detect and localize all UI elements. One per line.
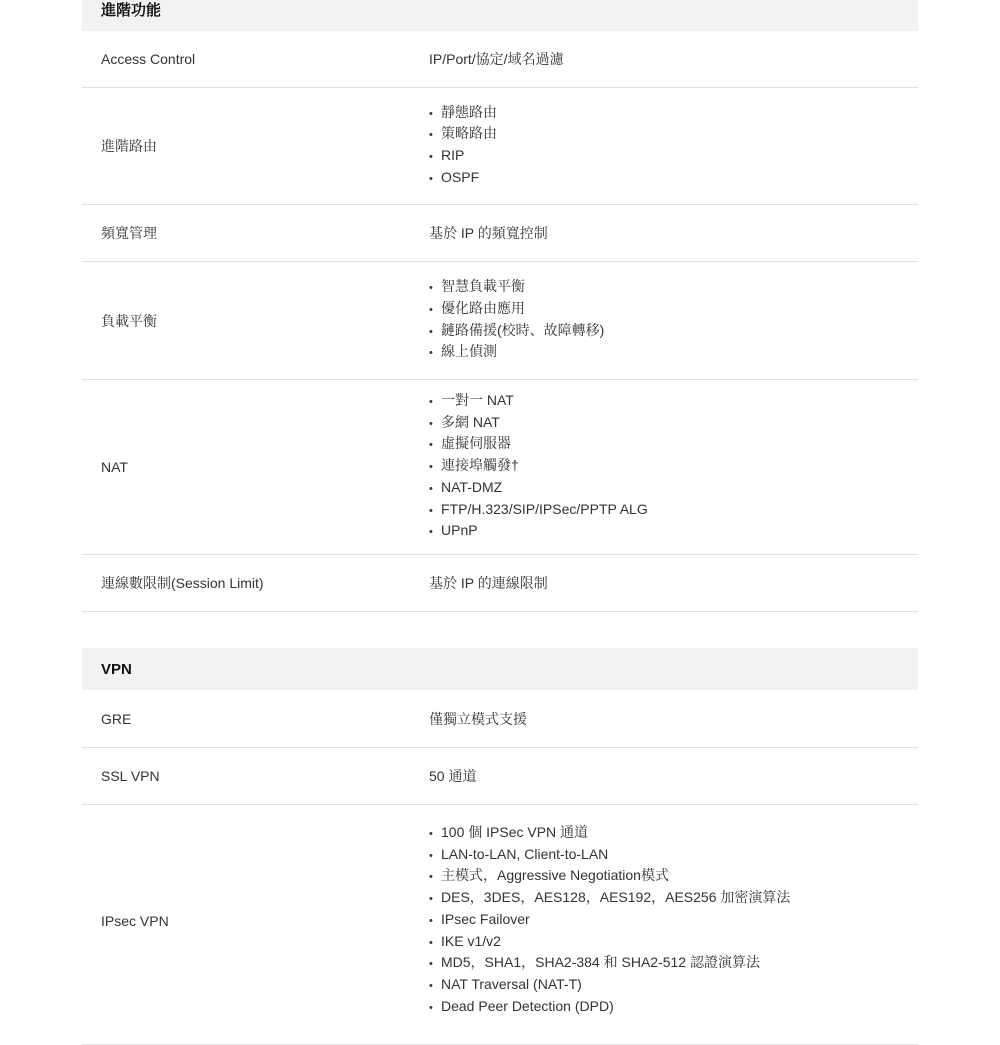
advanced-features-section (82, 0, 918, 612)
spec-row (82, 555, 918, 612)
spec-row (82, 88, 918, 205)
spec-list-item: • OSPF (429, 168, 918, 190)
spec-row (82, 31, 918, 88)
spec-row (82, 805, 918, 1045)
spec-list-item: • 線上偵測 (429, 342, 918, 364)
spec-value: 基於 IP 的頻寬控制 (429, 225, 548, 241)
spec-value: 僅獨立模式支援 (429, 710, 527, 727)
spec-list-item: • 策略路由 (429, 124, 918, 146)
spec-list-item: • 虛擬伺服器 (429, 434, 918, 456)
spec-label: IPsec VPN (101, 913, 169, 929)
section-header: 進階功能 (82, 0, 918, 31)
spec-label: 頻寬管理 (101, 225, 157, 241)
spec-value (429, 103, 918, 190)
spec-list-item: • DES，3DES，AES128，AES192，AES256 加密演算法 (429, 888, 918, 910)
spec-row (82, 205, 918, 262)
spec-label: NAT (101, 459, 128, 475)
spec-list-item: • 連接埠觸發† (429, 456, 918, 478)
spec-list-item: • 優化路由應用 (429, 299, 918, 321)
spec-list-item: • 一對一 NAT (429, 391, 918, 413)
spec-list-item: • NAT-DMZ (429, 478, 918, 500)
spec-value: IP/Port/協定/域名過濾 (429, 51, 564, 67)
spec-row (82, 748, 918, 805)
vpn-section (82, 648, 918, 1045)
spec-list-item: • 智慧負載平衡 (429, 277, 918, 299)
spec-list-item: • UPnP (429, 521, 918, 543)
spec-row (82, 262, 918, 380)
spec-label: Access Control (101, 51, 196, 67)
spec-list-item: • MD5，SHA1，SHA2-384 和 SHA2-512 認證演算法 (429, 953, 918, 975)
spec-label: GRE (101, 710, 132, 727)
spec-list-item: • LAN-to-LAN, Client-to-LAN (429, 845, 918, 867)
spec-value: 50 通道 (429, 768, 477, 784)
spec-label: 進階路由 (101, 138, 157, 154)
spec-value (429, 391, 918, 543)
spec-label: 負載平衡 (101, 312, 157, 329)
spec-list-item: • 100 個 IPSec VPN 通道 (429, 823, 918, 845)
spec-label: 連線數限制(Session Limit) (101, 575, 264, 591)
spec-list-item: • 主模式，Aggressive Negotiation模式 (429, 866, 918, 888)
section-header: VPN (82, 648, 918, 690)
spec-row (82, 690, 918, 748)
spec-label: SSL VPN (101, 768, 160, 784)
spec-list-item: • 多網 NAT (429, 413, 918, 435)
spec-value (429, 277, 918, 364)
spec-value (429, 805, 918, 1018)
spec-list-item: • 靜態路由 (429, 103, 918, 125)
spec-list-item: • NAT Traversal (NAT-T) (429, 975, 918, 997)
spec-list-item: • 鏈路備援(校時、故障轉移) (429, 321, 918, 343)
spec-row (82, 380, 918, 555)
spec-list-item: • RIP (429, 146, 918, 168)
spec-list-item: • IKE v1/v2 (429, 932, 918, 954)
spec-list-item: • Dead Peer Detection (DPD) (429, 997, 918, 1019)
spec-list-item: • FTP/H.323/SIP/IPSec/PPTP ALG (429, 500, 918, 522)
spec-value: 基於 IP 的連線限制 (429, 575, 548, 591)
spec-list-item: • IPsec Failover (429, 910, 918, 932)
